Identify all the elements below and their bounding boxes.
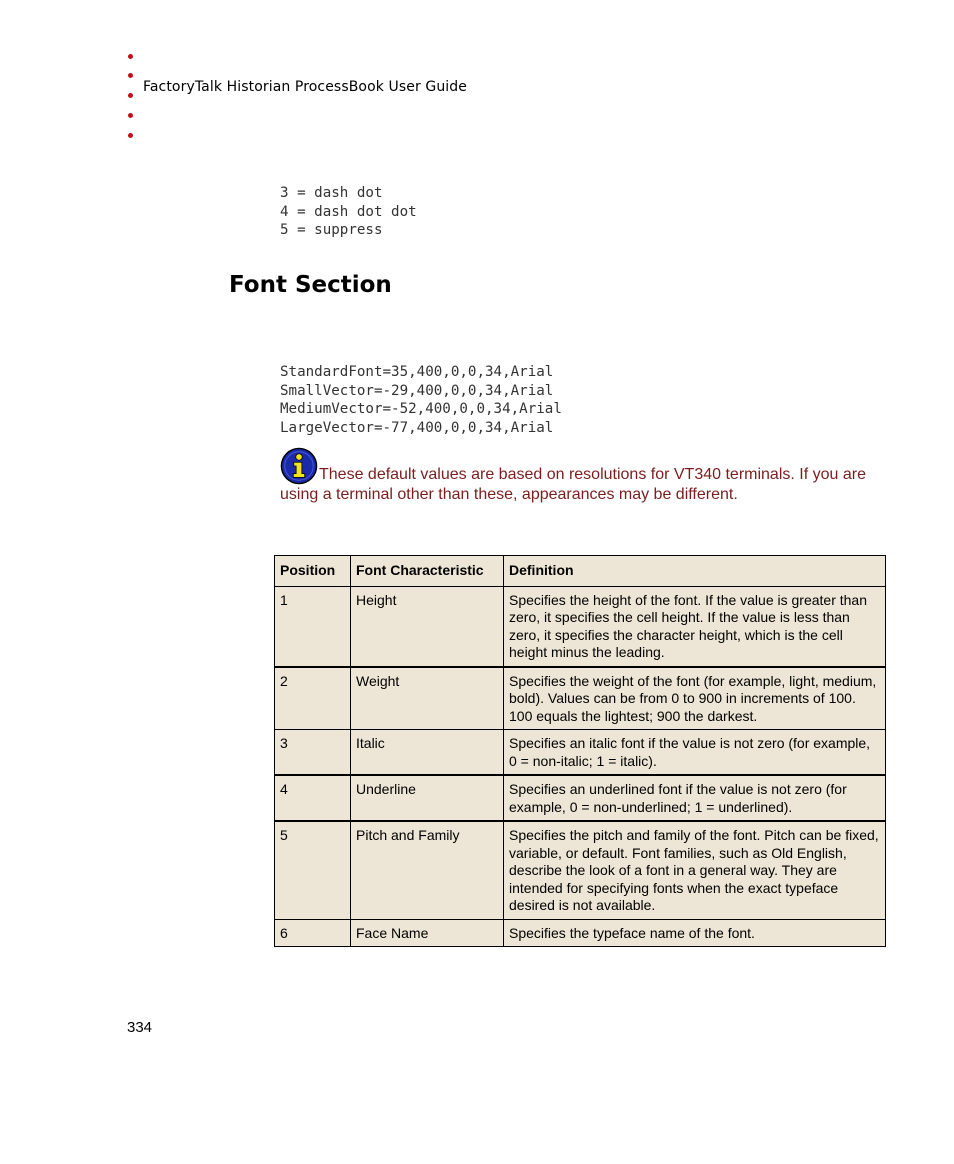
code-line: LargeVector=-77,400,0,0,34,Arial <box>280 419 554 436</box>
font-settings-code-block <box>280 363 562 437</box>
definition-cell: Specifies the typeface name of the font. <box>504 919 886 947</box>
position-cell: 6 <box>275 919 351 947</box>
table-row <box>275 730 886 776</box>
column-header: Position <box>275 556 351 587</box>
position-cell: 5 <box>275 821 351 919</box>
column-header: Definition <box>504 556 886 587</box>
info-note <box>280 447 880 505</box>
characteristic-cell: Face Name <box>351 919 504 947</box>
table-row <box>275 821 886 919</box>
characteristic-cell: Height <box>351 586 504 667</box>
characteristic-cell: Underline <box>351 775 504 821</box>
definition-cell: Specifies the height of the font. If the value is greater than zero, it specifies the cell height. If the value is less than zero, it specifies the character height, which is the cell height minus the leading. <box>504 586 886 667</box>
position-cell: 1 <box>275 586 351 667</box>
table-row <box>275 919 886 947</box>
code-line: 4 = dash dot dot <box>280 203 417 220</box>
font-characteristics-table <box>274 555 886 947</box>
page-number: 334 <box>127 1019 153 1036</box>
document-title: FactoryTalk Historian ProcessBook User Guide <box>143 79 467 95</box>
characteristic-cell: Weight <box>351 667 504 730</box>
table-row <box>275 775 886 821</box>
code-line: 5 = suppress <box>280 222 383 238</box>
info-icon <box>280 447 318 485</box>
bullet-dot <box>128 73 133 78</box>
position-cell: 4 <box>275 775 351 821</box>
note-text: These default values are based on resolutions for VT340 terminals. If you are using a terminal other than these, appearances may be different. <box>280 466 866 503</box>
code-line: 3 = dash dot <box>280 185 383 201</box>
line-style-code-block <box>280 184 417 240</box>
table-row <box>275 667 886 730</box>
definition-cell: Specifies the weight of the font (for example, light, medium, bold). Values can be from 0 to 900 in increments of 100. 100 equals the lightest; 900 the darkest. <box>504 667 886 730</box>
characteristic-cell: Pitch and Family <box>351 821 504 919</box>
bullet-dot <box>128 133 133 138</box>
definition-cell: Specifies an italic font if the value is not zero (for example, 0 = non-italic; 1 = italic). <box>504 730 886 776</box>
definition-cell: Specifies an underlined font if the value is not zero (for example, 0 = non-underlined; 1 = underlined). <box>504 775 886 821</box>
position-cell: 2 <box>275 667 351 730</box>
table-header-row <box>275 556 886 587</box>
column-header: Font Characteristic <box>351 556 504 587</box>
table-row <box>275 586 886 667</box>
code-line: StandardFont=35,400,0,0,34,Arial <box>280 364 554 380</box>
bullet-dot <box>128 54 133 59</box>
characteristic-cell: Italic <box>351 730 504 776</box>
bullet-dot <box>128 113 133 118</box>
position-cell: 3 <box>275 730 351 776</box>
section-heading: Font Section <box>229 272 392 298</box>
definition-cell: Specifies the pitch and family of the font. Pitch can be fixed, variable, or default. Font families, such as Old English, describe the look of a font in a general way. They are intended for specifying fonts when the exact typeface desired is not available. <box>504 821 886 919</box>
bullet-dot <box>128 93 133 98</box>
code-line: SmallVector=-29,400,0,0,34,Arial <box>280 382 554 399</box>
code-line: MediumVector=-52,400,0,0,34,Arial <box>280 401 562 417</box>
